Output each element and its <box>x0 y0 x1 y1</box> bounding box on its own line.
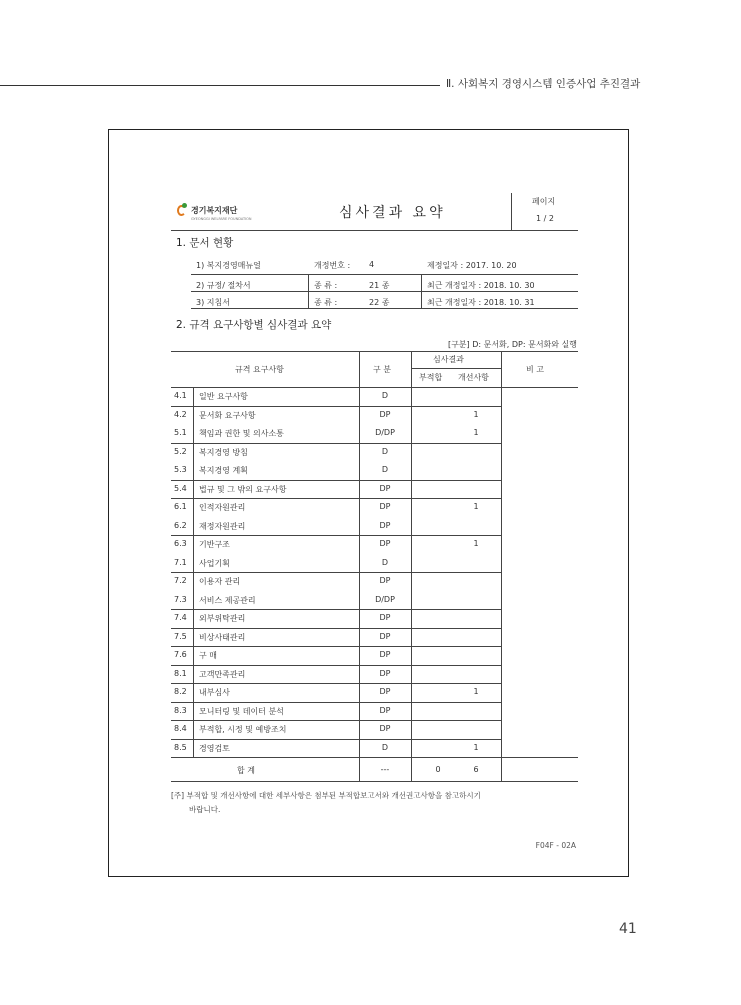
header-requirement: 규격 요구사항 <box>235 365 284 374</box>
doc-field2: 제정일자 : 2017. 10. 20 <box>427 261 517 270</box>
page-value: 1 / 2 <box>536 214 554 223</box>
row-category: DP <box>379 483 391 493</box>
row-number: 8.5 <box>174 742 187 752</box>
audit-summary-document <box>171 193 578 853</box>
row-requirement: 복지경영 계획 <box>199 466 248 475</box>
row-requirement: 인적자원관리 <box>199 503 246 512</box>
row-category: D <box>381 557 389 567</box>
row-number: 7.3 <box>174 594 187 604</box>
row-requirement: 모니터링 및 데이터 분석 <box>199 706 284 716</box>
doc-field1-value: 21 종 <box>369 281 390 290</box>
row-number: 5.1 <box>174 428 187 437</box>
row-number: 6.2 <box>174 520 187 530</box>
row-requirement: 법규 및 그 밖의 요구사항 <box>199 484 287 494</box>
row-requirement: 경영검토 <box>199 743 230 753</box>
row-requirement: 서비스 제공관리 <box>199 595 256 605</box>
row-number: 7.2 <box>174 576 187 585</box>
row-category: DP <box>379 409 391 419</box>
doc-field1-label: 개정번호 : <box>314 261 351 270</box>
row-requirement: 사업기획 <box>199 558 230 568</box>
row-number: 7.1 <box>174 557 187 567</box>
row-requirement: 문서화 요구사항 <box>199 410 256 420</box>
row-improvement: 1 <box>473 539 479 548</box>
section2-title: 2. 규격 요구사항별 심사결과 요약 <box>176 319 332 331</box>
row-category: D <box>381 446 389 456</box>
doc-field2: 최근 개정일자 : 2018. 10. 30 <box>427 281 535 290</box>
row-improvement: 1 <box>473 742 479 752</box>
row-requirement: 재정자원관리 <box>199 521 246 531</box>
row-category: DP <box>379 705 391 715</box>
row-category: DP <box>379 668 391 678</box>
doc-name: 1) 복지경영매뉴얼 <box>196 261 261 270</box>
header-nonconformity: 부적합 <box>419 373 443 382</box>
row-requirement: 이용자 관리 <box>199 577 241 586</box>
row-number: 8.4 <box>174 724 187 733</box>
row-category: DP <box>379 520 391 530</box>
row-category: DP <box>379 650 391 659</box>
logo-icon <box>177 203 189 217</box>
logo-text: 경기복지재단 <box>191 205 238 215</box>
doc-field1-value: 4 <box>369 260 375 269</box>
total-category: --- <box>380 765 390 774</box>
row-number: 6.1 <box>174 502 187 511</box>
row-number: 7.6 <box>174 650 187 659</box>
total-nonconformity: 0 <box>435 765 441 774</box>
row-category: DP <box>379 539 391 548</box>
doc-field2: 최근 개정일자 : 2018. 10. 31 <box>427 298 535 307</box>
header-result: 심사결과 <box>433 355 464 364</box>
header-category: 구 분 <box>373 365 391 374</box>
row-category: DP <box>379 502 391 511</box>
row-requirement: 복지경영 방침 <box>199 447 248 457</box>
foundation-logo <box>177 203 237 217</box>
row-requirement: 부적합, 시정 및 예방조치 <box>199 725 287 734</box>
row-category: DP <box>379 576 391 585</box>
header-remarks: 비 고 <box>526 365 544 374</box>
row-requirement: 외부위탁관리 <box>199 614 246 623</box>
row-number: 5.3 <box>174 465 187 474</box>
row-requirement: 비상사태관리 <box>199 632 246 642</box>
doc-field1-label: 종 류 : <box>314 298 338 307</box>
row-improvement: 1 <box>473 428 479 437</box>
total-improvement: 6 <box>473 765 479 774</box>
page-number: 41 <box>619 921 637 937</box>
row-category: D <box>381 391 389 400</box>
page-label: 페이지 <box>532 197 556 206</box>
section1-title: 1. 문서 현황 <box>176 237 234 249</box>
row-number: 4.2 <box>174 409 187 419</box>
row-category: DP <box>379 631 391 641</box>
row-number: 5.2 <box>174 446 187 456</box>
row-category: DP <box>379 613 391 622</box>
running-title: Ⅱ. 사회복지 경영시스템 인증사업 추진결과 <box>446 78 641 90</box>
doc-field1-value: 22 종 <box>369 298 390 307</box>
row-category: DP <box>379 724 391 733</box>
row-requirement: 책임과 권한 및 의사소통 <box>199 429 284 438</box>
row-requirement: 기반구조 <box>199 540 230 549</box>
row-number: 7.4 <box>174 613 187 622</box>
doc-name: 3) 지침서 <box>196 298 230 307</box>
footnote-line1: [주] 부적합 및 개선사항에 대한 세부사항은 첨부된 부적합보고서와 개선권고사항을 참고하시기 <box>171 791 481 800</box>
row-category: D <box>381 465 389 474</box>
row-category: D/DP <box>375 428 395 437</box>
doc-field1-label: 종 류 : <box>314 281 338 290</box>
document-title: 심사결과 요약 <box>339 205 446 221</box>
total-label: 합 계 <box>237 766 255 775</box>
form-code: F04F - 02A <box>535 841 576 850</box>
row-category: D/DP <box>375 594 395 604</box>
row-requirement: 구 매 <box>199 651 217 660</box>
row-improvement: 1 <box>473 409 479 419</box>
row-category: DP <box>379 687 391 696</box>
header-improvement: 개선사항 <box>458 373 489 382</box>
row-improvement: 1 <box>473 502 479 511</box>
doc-name: 2) 규정/ 절차서 <box>196 281 251 290</box>
category-legend: [구분] D: 문서화, DP: 문서화와 실행 <box>447 340 577 349</box>
row-improvement: 1 <box>473 687 479 696</box>
row-number: 8.1 <box>174 668 187 678</box>
row-requirement: 내부심사 <box>199 688 230 697</box>
row-requirement: 고객만족관리 <box>199 669 246 679</box>
header-rule <box>0 85 440 86</box>
row-requirement: 일반 요구사항 <box>199 392 248 401</box>
row-number: 7.5 <box>174 631 187 641</box>
footnote-line2: 바랍니다. <box>189 805 221 814</box>
row-number: 5.4 <box>174 483 187 493</box>
row-number: 6.3 <box>174 539 187 548</box>
logo-subtext: GYEONGGI WELFARE FOUNDATION <box>191 217 252 221</box>
row-number: 4.1 <box>174 391 187 400</box>
row-number: 8.3 <box>174 705 187 715</box>
row-category: D <box>381 742 389 752</box>
row-number: 8.2 <box>174 687 187 696</box>
